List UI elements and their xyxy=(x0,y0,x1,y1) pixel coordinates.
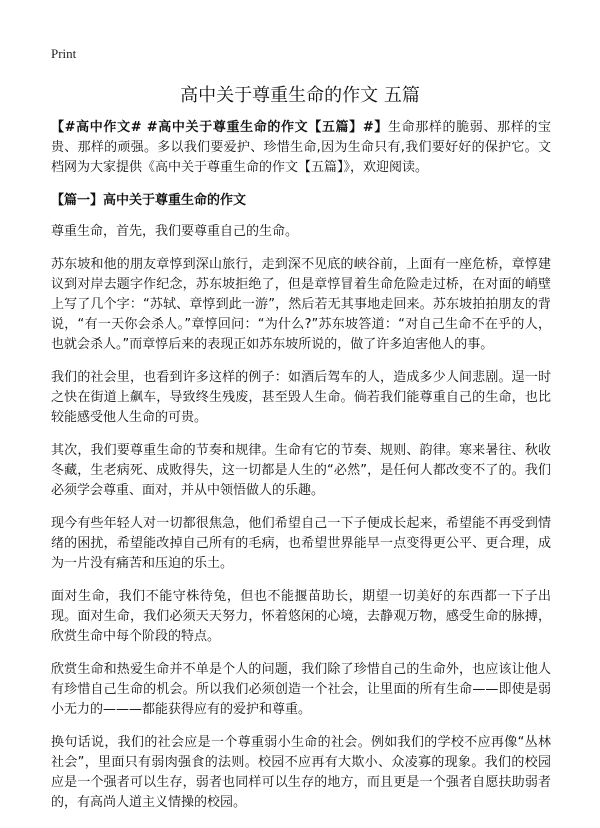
paragraph: 我们的社会里，也看到许多这样的例子：如酒后驾车的人，造成多少人间悲剧。逞一时之快在街道上飙车，导致终生残废，甚至毁人生命。倘若我们能尊重自己的生命，也比较能感受他人生命的可贵。 xyxy=(51,370,551,425)
paragraph: 尊重生命，首先，我们要尊重自己的生命。 xyxy=(51,224,299,239)
document-body xyxy=(51,118,551,826)
paragraph: 面对生命，我们不能守株待兔，但也不能揠苗助长，期望一切美好的东西都一下子出现。面对生命，我们必须天天努力，怀着悠闲的心境，去静观万物，感受生命的脉搏，欣赏生命中每个阶段的特点。 xyxy=(51,589,551,644)
section-heading: 【篇一】高中关于尊重生命的作文 xyxy=(51,193,247,208)
paragraph: 换句话说，我们的社会应是一个尊重弱小生命的社会。例如我们的学校不应再像“丛林社会”，里面只有弱肉强食的法则。校园不应再有大欺小、众凌寡的现象。我们的校园应是一个强者可以生存，弱者也同样可以生存的地方，而且更是一个强者自愿扶助弱者的，有高尚人道主义情操的校园。 xyxy=(51,735,551,810)
paragraph: 其次，我们要尊重生命的节奏和规律。生命有它的节奏、规则、韵律。寒来暑往、秋收冬藏，生老病死、成败得失，这一切都是人生的“必然”，是任何人都改变不了的。我们必须学会尊重、面对，并从中领悟做人的乐趣。 xyxy=(51,443,551,498)
paragraph: 欣赏生命和热爱生命并不单是个人的问题，我们除了珍惜自己的生命外，也应该让他人有珍惜自己生命的机会。所以我们必须创造一个社会，让里面的所有生命——即使是弱小无力的———都能获得应有的爱护和尊重。 xyxy=(51,662,551,717)
paragraph: 现今有些年轻人对一切都很焦急，他们希望自己一下子便成长起来，希望能不再受到情绪的困扰，希望能改掉自己所有的毛病，也希望世界能早一点变得更公平、更合理，成为一片没有痛苦和压迫的乐土。 xyxy=(51,516,551,571)
intro-text: 生命那样的脆弱、那样的宝贵、那样的顽强。多以我们要爱护、珍惜生命,因为生命只有,我们要好好的保护它。文档网为大家提供《高中关于尊重生命的作文【五篇】》，欢迎阅读。 xyxy=(51,120,551,175)
intro-tag: 【#高中作文# #高中关于尊重生命的作文【五篇】#】 xyxy=(51,120,388,135)
document-title: 高中关于尊重生命的作文 五篇 xyxy=(180,85,420,106)
print-label[interactable]: Print xyxy=(51,46,77,61)
intro-paragraph xyxy=(51,118,551,178)
paragraph: 苏东坡和他的朋友章惇到深山旅行，走到深不见底的峡谷前，上面有一座危桥，章惇建议到对岸去题字作纪念，苏东坡拒绝了，但是章惇冒着生命危险走过桥，在对面的峭壁上写了几个字：“苏轼、章惇到此一游”，然后若无其事地走回来。苏东坡拍拍朋友的背说，“有一天你会杀人。”章惇回问：“为什么?”苏东坡答道：“对自己生命不在乎的人，也就会杀人。”而章惇后来的表现正如苏东坡所说的，做了许多迫害他人的事。 xyxy=(51,257,551,352)
